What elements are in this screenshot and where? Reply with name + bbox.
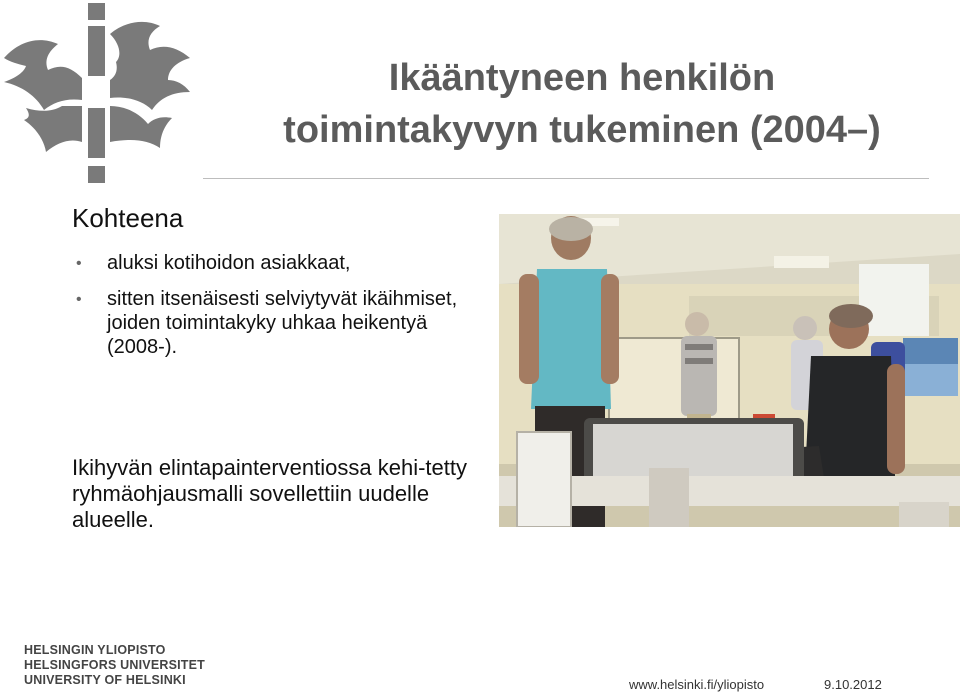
footer-date: 9.10.2012 <box>824 677 882 692</box>
university-name-sv: HELSINGFORS UNIVERSITET <box>24 658 206 672</box>
slide-title <box>222 52 942 156</box>
bullet-dot-icon: • <box>76 291 82 308</box>
university-name <box>24 643 205 688</box>
bullet-text: aluksi kotihoidon asiakkaat, <box>107 252 351 274</box>
bullet-item <box>72 251 492 275</box>
rowing-poster <box>903 338 958 396</box>
section-heading: Kohteena <box>72 203 184 233</box>
title-divider <box>203 178 929 179</box>
footer-url: www.helsinki.fi/yliopisto <box>629 677 765 692</box>
helsinki-flame-logo <box>0 0 200 185</box>
title-line-2: toimintakyvyn tukeminen (2004–) <box>283 109 881 151</box>
university-name-fi: HELSINGIN YLIOPISTO <box>24 643 166 657</box>
bullet-list <box>72 251 492 371</box>
body-paragraph: Ikihyvän elintapainterventiossa kehi-tetty ryhmäohjausmalli sovellettiin uudelle alueelle. <box>72 455 467 532</box>
bullet-dot-icon: • <box>76 255 82 272</box>
bullet-text: sitten itsenäisesti selviytyvät ikäihmiset, joiden toimintakyky uhkaa heikentyä (2008-). <box>107 288 458 358</box>
photo-gym-seniors <box>499 214 960 527</box>
university-name-en: UNIVERSITY OF HELSINKI <box>24 673 186 687</box>
bullet-item <box>72 287 492 359</box>
title-line-1: Ikääntyneen henkilön <box>388 57 776 99</box>
